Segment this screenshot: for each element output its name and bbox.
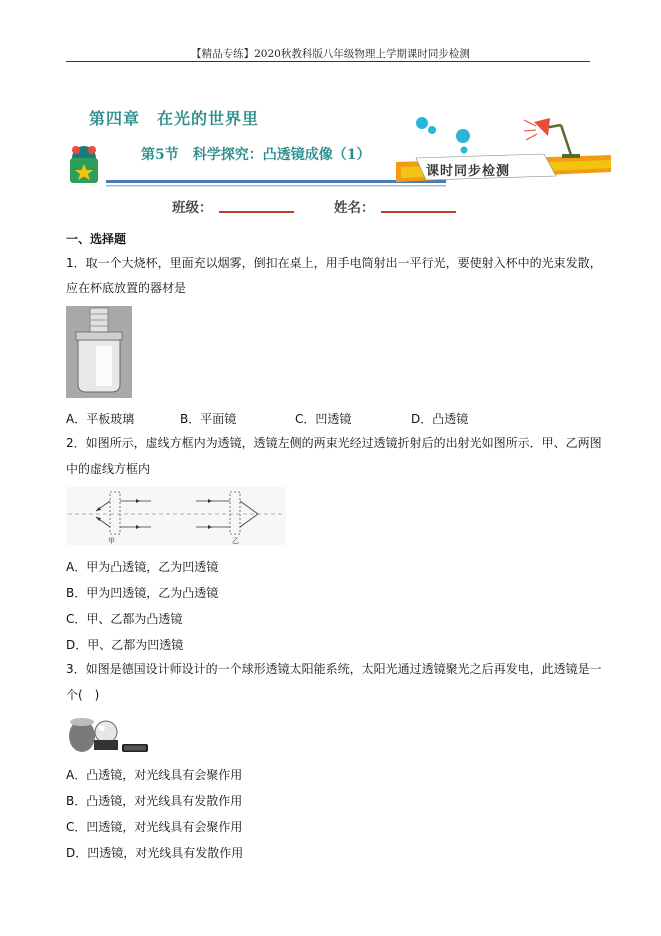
section-title: 第5节 科学探究：凸透镜成像（1） (141, 147, 371, 163)
q1-option-a[interactable]: A．平板玻璃 (66, 412, 135, 426)
q3-sphere-lens-figure (66, 710, 152, 754)
chapter-banner (66, 100, 611, 190)
bubbles-decoration (416, 117, 470, 154)
q1-beaker-figure (66, 306, 132, 398)
q1-option-d[interactable]: D．凸透镜 (411, 412, 469, 426)
q3-text-line2: 个( ) (66, 688, 100, 702)
class-label: 班级： (172, 200, 213, 216)
q2-option-c[interactable]: C．甲、乙都为凸透镜 (66, 612, 183, 626)
banner-tag: 课时同步检测 (426, 164, 511, 179)
q3-text-line1: 3．如图是德国设计师设计的一个球形透镜太阳能系统，太阳光通过透镜聚光之后再发电，此透镜是一 (66, 662, 602, 676)
star-emblem (70, 146, 98, 183)
q3-option-d[interactable]: D．凹透镜，对光线具有发散作用 (66, 846, 244, 860)
q2-option-b[interactable]: B．甲为凹透镜，乙为凸透镜 (66, 586, 219, 600)
q2-option-a[interactable]: A．甲为凸透镜，乙为凹透镜 (66, 560, 219, 574)
desk-lamp-icon (524, 118, 580, 158)
q1-text-line1: 1．取一个大烧杯，里面充以烟雾，倒扣在桌上，用手电筒射出一平行光，要使射入杯中的光束发散， (66, 256, 602, 270)
q1-text-line2: 应在杯底放置的器材是 (66, 281, 187, 295)
q3-option-c[interactable]: C．凹透镜，对光线具有会聚作用 (66, 820, 243, 834)
section-heading: 一、选择题 (66, 232, 127, 246)
q1-option-c[interactable]: C．凹透镜 (295, 412, 352, 426)
name-label: 姓名： (334, 200, 375, 216)
chapter-title: 第四章 在光的世界里 (89, 109, 260, 128)
class-field[interactable] (219, 211, 294, 213)
q3-option-b[interactable]: B．凸透镜，对光线具有发散作用 (66, 794, 243, 808)
q3-option-a[interactable]: A．凸透镜，对光线具有会聚作用 (66, 768, 243, 782)
q2-option-d[interactable]: D．甲、乙都为凹透镜 (66, 638, 184, 652)
name-field[interactable] (381, 211, 456, 213)
q2-text-line1: 2．如图所示，虚线方框内为透镜，透镜左侧的两束光经过透镜折射后的出射光如图所示．甲、乙两图 (66, 436, 602, 450)
page-header: 【精品专练】2020秋教科版八年级物理上学期课时同步检测 (191, 48, 470, 60)
figure-label-yi: 乙 (232, 537, 239, 545)
q2-text-line2: 中的虚线方框内 (66, 462, 151, 476)
q2-lens-figure (66, 487, 286, 545)
figure-label-jia: 甲 (108, 537, 115, 545)
q1-option-b[interactable]: B．平面镜 (180, 412, 237, 426)
header-divider (66, 61, 590, 62)
